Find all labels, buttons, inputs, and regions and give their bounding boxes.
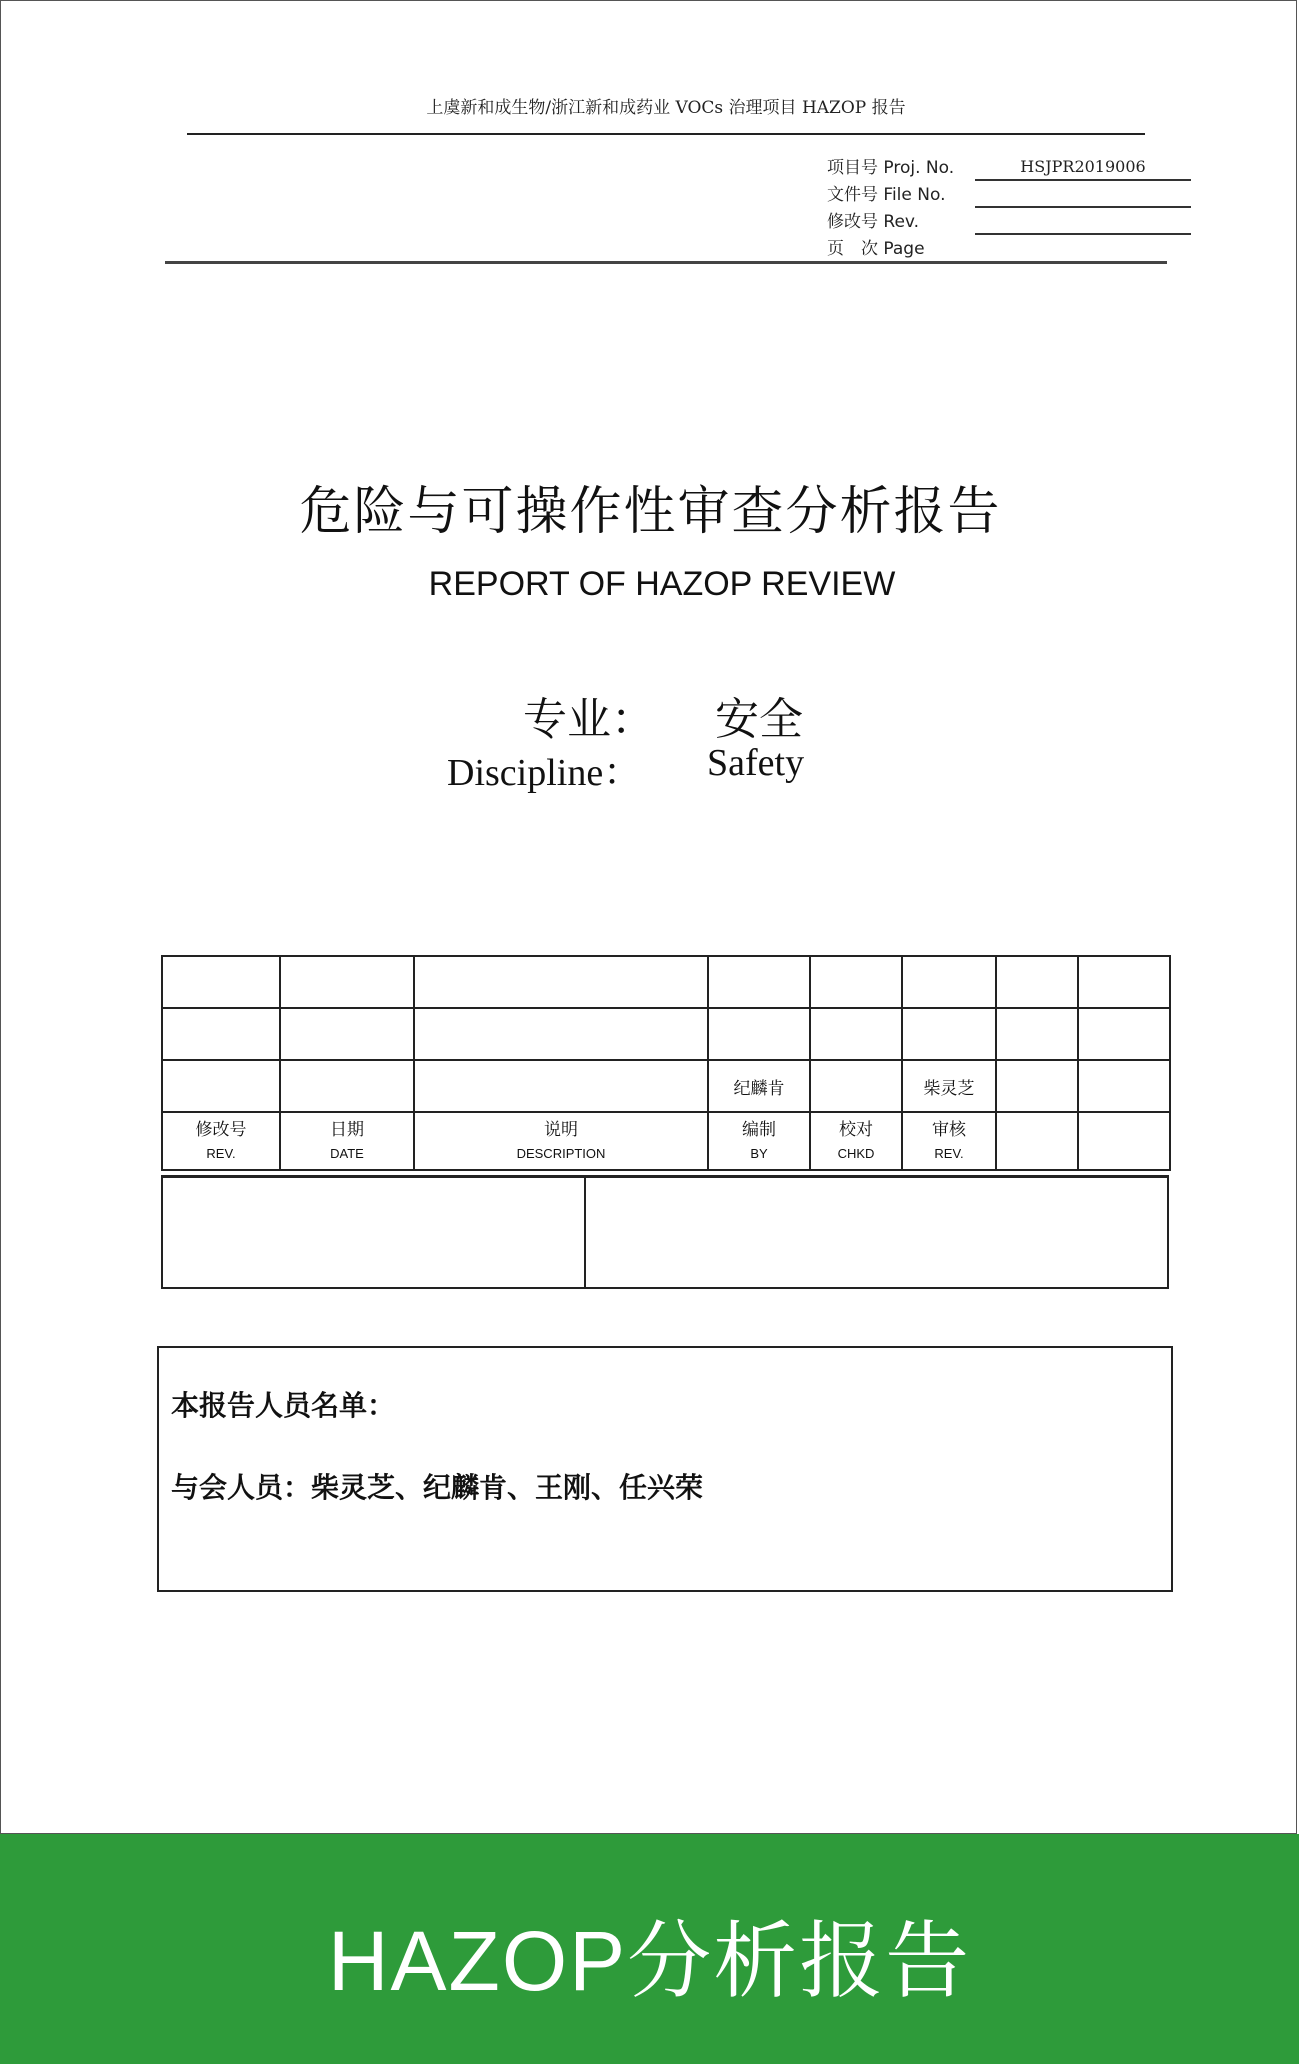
signature-boxes	[161, 1175, 1169, 1289]
attendees-line: 与会人员：柴灵芝、纪麟肯、王刚、任兴荣	[171, 1471, 704, 1504]
table-caption-row	[162, 1112, 1170, 1170]
header-bottom-rule	[165, 261, 1167, 264]
by-name-cell: 纪麟肯	[708, 1060, 810, 1112]
caption-review: 审核 REV.	[902, 1112, 996, 1170]
meta-label: 项目号 Proj. No.	[827, 158, 955, 178]
personnel-heading: 本报告人员名单：	[171, 1389, 396, 1422]
meta-label: 文件号 File No.	[827, 185, 946, 205]
personnel-box	[157, 1346, 1173, 1592]
report-title-cn: 危险与可操作性审查分析报告	[299, 482, 1002, 542]
caption-description: 说明 DESCRIPTION	[414, 1112, 708, 1170]
meta-value: HSJPR2019006	[975, 155, 1191, 181]
caption-date: 日期 DATE	[280, 1112, 414, 1170]
table-row	[162, 1008, 1170, 1060]
discipline-value-en: Safety	[707, 742, 805, 784]
approve-name-cell: 柴灵芝	[902, 1060, 996, 1112]
report-title-en: REPORT OF HAZOP REVIEW	[428, 565, 896, 603]
meta-label: 页 次 Page	[827, 239, 925, 259]
table-row	[162, 1060, 1170, 1112]
discipline-label-en: Discipline：	[447, 752, 642, 794]
table-row	[162, 956, 1170, 1008]
meta-label: 修改号 Rev.	[827, 212, 920, 232]
revision-table	[161, 955, 1171, 1171]
meta-value	[975, 182, 1191, 208]
caption-by: 编制 BY	[708, 1112, 810, 1170]
caption-rev: 修改号 REV.	[162, 1112, 280, 1170]
footer-banner	[0, 1834, 1299, 2064]
signature-box-divider	[584, 1178, 586, 1287]
caption-chkd: 校对 CHKD	[810, 1112, 902, 1170]
header-rule	[187, 133, 1145, 135]
meta-value	[975, 209, 1191, 235]
discipline-label-cn: 专业：	[523, 694, 655, 745]
discipline-value-cn: 安全	[715, 694, 803, 745]
banner-title: HAZOP分析报告	[327, 1914, 972, 2008]
header-project-title: 上虞新和成生物/浙江新和成药业 VOCs 治理项目 HAZOP 报告	[426, 98, 906, 118]
